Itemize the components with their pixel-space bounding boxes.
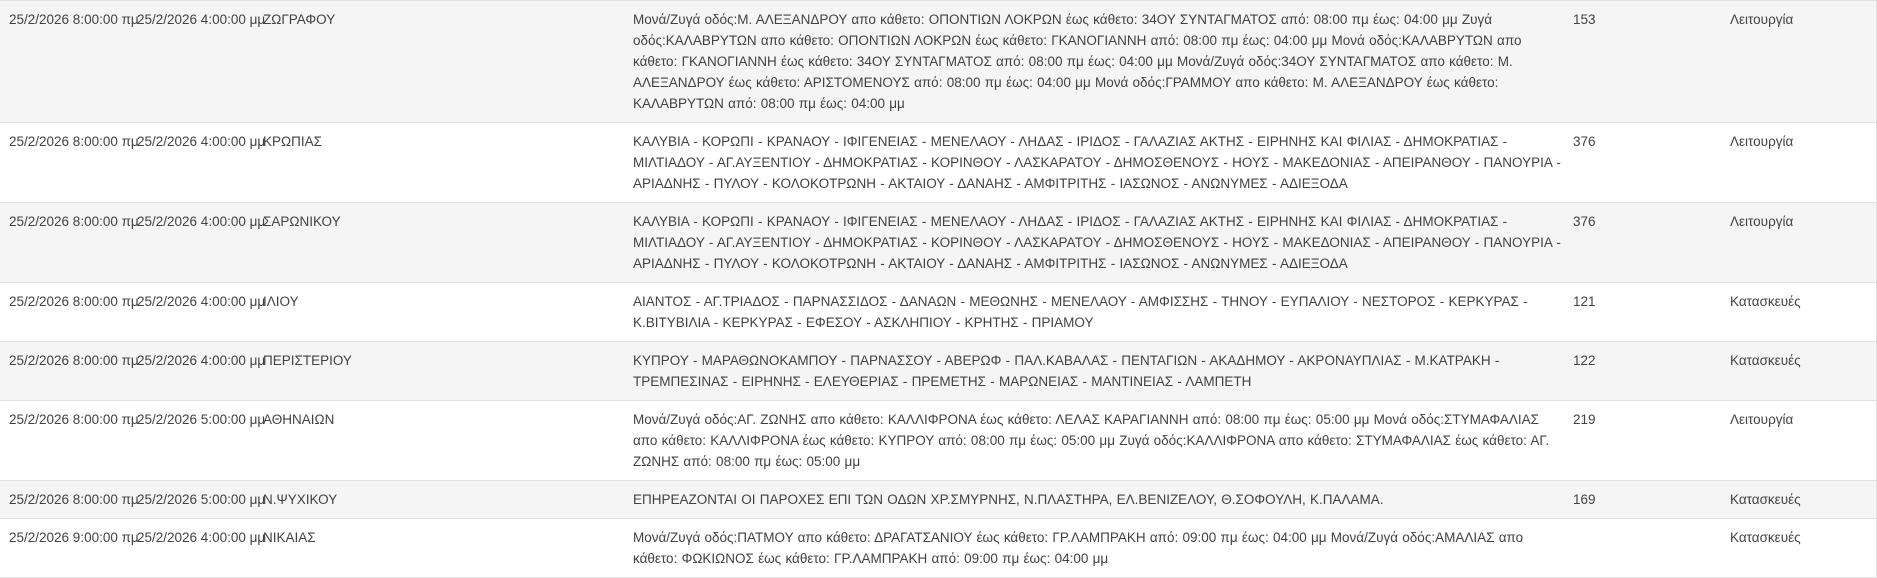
municipality: ΣΑΡΩΝΙΚΟΥ (263, 214, 341, 229)
start-datetime: 25/2/2026 8:00:00 πμ (9, 412, 139, 427)
affected-count: 169 (1573, 492, 1596, 507)
affected-streets-description: ΚΑΛΥΒΙΑ - ΚΟΡΩΠΙ - ΚΡΑΝΑΟΥ - ΙΦΙΓΕΝΕΙΑΣ - ΜΕΝΕΛΑΟΥ - ΛΗΔΑΣ - ΙΡΙΔΟΣ - ΓΑΛΑΖΙΑΣ ΑΚΤΗΣ - ΕΙΡΗΝΗΣ ΚΑΙ ΦΙΛΙΑΣ - ΔΗΜΟΚΡΑΤΙΑΣ - ΜΙΛΤΙΑΔΟΥ - ΑΓ.ΑΥΞΕΝΤΙΟΥ - ΔΗΜΟΚΡΑΤΙΑΣ - ΚΟΡΙΝΘΟΥ - ΛΑΣΚΑΡΑΤΟΥ - ΔΗΜΟΣΘΕΝΟΥΣ - ΗΟΥΣ - ΜΑΚΕΔΟΝΙΑΣ - ΑΠΕΙΡΑΝΘΟΥ - ΠΑΝΟΥΡΙΑ - ΑΡΙΑΔΝΗΣ - ΠΥΛΟΥ - ΚΟΛΟΚΟΤΡΩΝΗ - ΑΚΤΑΙΟΥ - ΔΑΝΑΗΣ - ΑΜΦΙΤΡΙΤΗΣ - ΙΑΣΩΝΟΣ - ΑΝΩΝΥΜΕΣ - ΑΔΙΕΞΟΔΑ (633, 214, 1561, 271)
status-label: Κατασκευές (1730, 294, 1801, 309)
start-datetime: 25/2/2026 8:00:00 πμ (9, 294, 139, 309)
table-row[interactable] (0, 283, 1876, 342)
affected-streets-description: Μονά/Ζυγά οδός:ΑΓ. ΖΩΝΗΣ απο κάθετο: ΚΑΛΛΙΦΡΟΝΑ έως κάθετο: ΛΕΛΑΣ ΚΑΡΑΓΙΑΝΝΗ από: 08:00 πμ έως: 05:00 μμ Μονά οδός:ΣΤΥΜΑΦΑΛΙΑΣ απο κάθετο: ΚΑΛΛΙΦΡΟΝΑ έως κάθετο: ΚΥΠΡΟΥ από: 08:00 πμ έως: 05:00 μμ Ζυγά οδός:ΚΑΛΛΙΦΡΟΝΑ απο κάθετο: ΣΤΥΜΑΦΑΛΙΑΣ έως κάθετο: ΑΓ. ΖΩΝΗΣ από: 08:00 πμ έως: 05:00 μμ (633, 412, 1550, 469)
affected-count: 153 (1573, 12, 1596, 27)
end-datetime: 25/2/2026 4:00:00 μμ (137, 134, 266, 149)
end-datetime: 25/2/2026 4:00:00 μμ (137, 294, 266, 309)
start-datetime: 25/2/2026 8:00:00 πμ (9, 492, 139, 507)
status-label: Λειτουργία (1730, 12, 1794, 27)
end-datetime: 25/2/2026 4:00:00 μμ (137, 353, 266, 368)
municipality: ΠΕΡΙΣΤΕΡΙΟΥ (263, 353, 352, 368)
affected-streets-description: ΚΥΠΡΟΥ - ΜΑΡΑΘΩΝΟΚΑΜΠΟΥ - ΠΑΡΝΑΣΣΟΥ - ΑΒΕΡΩΦ - ΠΑΛ.ΚΑΒΑΛΑΣ - ΠΕΝΤΑΓΙΩΝ - ΑΚΑΔΗΜΟΥ - ΑΚΡΟΝΑΥΠΛΙΑΣ - Μ.ΚΑΤΡΑΚΗ - ΤΡΕΜΠΕΣΙΝΑΣ - ΕΙΡΗΝΗΣ - ΕΛΕΥΘΕΡΙΑΣ - ΠΡΕΜΕΤΗΣ - ΜΑΡΩΝΕΙΑΣ - ΜΑΝΤΙΝΕΙΑΣ - ΛΑΜΠΕΤΗ (633, 353, 1500, 389)
municipality: ΝΙΚΑΙΑΣ (263, 530, 316, 545)
end-datetime: 25/2/2026 4:00:00 μμ (137, 12, 266, 27)
table-row[interactable] (0, 203, 1876, 283)
table-row[interactable] (0, 342, 1876, 401)
start-datetime: 25/2/2026 8:00:00 πμ (9, 12, 139, 27)
affected-streets-description: ΑΙΑΝΤΟΣ - ΑΓ.ΤΡΙΑΔΟΣ - ΠΑΡΝΑΣΣΙΔΟΣ - ΔΑΝΑΩΝ - ΜΕΘΩΝΗΣ - ΜΕΝΕΛΑΟΥ - ΑΜΦΙΣΣΗΣ - ΤΗΝΟΥ - ΕΥΠΑΛΙΟΥ - ΝΕΣΤΟΡΟΣ - ΚΕΡΚΥΡΑΣ - Κ.ΒΙΤΥΒΙΛΙΑ - ΚΕΡΚΥΡΑΣ - ΕΦΕΣΟΥ - ΑΣΚΛΗΠΙΟΥ - ΚΡΗΤΗΣ - ΠΡΙΑΜΟΥ (633, 294, 1528, 330)
table-row[interactable] (0, 481, 1876, 519)
status-label: Κατασκευές (1730, 530, 1801, 545)
affected-streets-description: Μονά/Ζυγά οδός:ΠΑΤΜΟΥ απο κάθετο: ΔΡΑΓΑΤΣΑΝΙΟΥ έως κάθετο: ΓΡ.ΛΑΜΠΡΑΚΗ από: 09:00 πμ έως: 04:00 μμ Μονά/Ζυγά οδός:ΑΜΑΛΙΑΣ απο κάθετο: ΦΩΚΙΩΝΟΣ έως κάθετο: ΓΡ.ΛΑΜΠΡΑΚΗ από: 09:00 πμ έως: 04:00 μμ (633, 530, 1524, 566)
affected-count: 376 (1573, 134, 1596, 149)
affected-streets-description: Μονά/Ζυγά οδός:Μ. ΑΛΕΞΑΝΔΡΟΥ απο κάθετο: ΟΠΟΝΤΙΩΝ ΛΟΚΡΩΝ έως κάθετο: 34ΟΥ ΣΥΝΤΑΓΜΑΤΟΣ από: 08:00 πμ έως: 04:00 μμ Ζυγά οδός:ΚΑΛΑΒΡΥΤΩΝ απο κάθετο: ΟΠΟΝΤΙΩΝ ΛΟΚΡΩΝ έως κάθετο: ΓΚΑΝΟΓΙΑΝΝΗ από: 08:00 πμ έως: 04:00 μμ Μονά οδός:ΚΑΛΑΒΡΥΤΩΝ απο κάθετο: ΓΚΑΝΟΓΙΑΝΝΗ έως κάθετο: 34ΟΥ ΣΥΝΤΑΓΜΑΤΟΣ από: 08:00 πμ έως: 04:00 μμ Μονά/Ζυγά οδός:34ΟΥ ΣΥΝΤΑΓΜΑΤΟΣ απο κάθετο: Μ. ΑΛΕΞΑΝΔΡΟΥ έως κάθετο: ΑΡΙΣΤΟΜΕΝΟΥΣ από: 08:00 πμ έως: 04:00 μμ Μονά οδός:ΓΡΑΜΜΟΥ απο κάθετο: Μ. ΑΛΕΞΑΝΔΡΟΥ έως κάθετο: ΚΑΛΑΒΡΥΤΩΝ από: 08:00 πμ έως: 04:00 μμ (633, 12, 1522, 111)
start-datetime: 25/2/2026 8:00:00 πμ (9, 134, 139, 149)
status-label: Λειτουργία (1730, 412, 1794, 427)
status-label: Κατασκευές (1730, 353, 1801, 368)
municipality: ΚΡΩΠΙΑΣ (263, 134, 322, 149)
affected-count: 121 (1573, 294, 1596, 309)
municipality: ΑΘΗΝΑΙΩΝ (263, 412, 335, 427)
municipality: ΖΩΓΡΑΦΟΥ (263, 12, 336, 27)
start-datetime: 25/2/2026 8:00:00 πμ (9, 353, 139, 368)
table-row[interactable] (0, 1, 1876, 123)
affected-streets-description: ΚΑΛΥΒΙΑ - ΚΟΡΩΠΙ - ΚΡΑΝΑΟΥ - ΙΦΙΓΕΝΕΙΑΣ - ΜΕΝΕΛΑΟΥ - ΛΗΔΑΣ - ΙΡΙΔΟΣ - ΓΑΛΑΖΙΑΣ ΑΚΤΗΣ - ΕΙΡΗΝΗΣ ΚΑΙ ΦΙΛΙΑΣ - ΔΗΜΟΚΡΑΤΙΑΣ - ΜΙΛΤΙΑΔΟΥ - ΑΓ.ΑΥΞΕΝΤΙΟΥ - ΔΗΜΟΚΡΑΤΙΑΣ - ΚΟΡΙΝΘΟΥ - ΛΑΣΚΑΡΑΤΟΥ - ΔΗΜΟΣΘΕΝΟΥΣ - ΗΟΥΣ - ΜΑΚΕΔΟΝΙΑΣ - ΑΠΕΙΡΑΝΘΟΥ - ΠΑΝΟΥΡΙΑ - ΑΡΙΑΔΝΗΣ - ΠΥΛΟΥ - ΚΟΛΟΚΟΤΡΩΝΗ - ΑΚΤΑΙΟΥ - ΔΑΝΑΗΣ - ΑΜΦΙΤΡΙΤΗΣ - ΙΑΣΩΝΟΣ - ΑΝΩΝΥΜΕΣ - ΑΔΙΕΞΟΔΑ (633, 134, 1561, 191)
affected-count: 376 (1573, 214, 1596, 229)
affected-count: 219 (1573, 412, 1596, 427)
end-datetime: 25/2/2026 5:00:00 μμ (137, 492, 266, 507)
table-row[interactable] (0, 401, 1876, 481)
end-datetime: 25/2/2026 4:00:00 μμ (137, 530, 266, 545)
affected-count: 122 (1573, 353, 1596, 368)
table-row[interactable] (0, 519, 1876, 578)
status-label: Λειτουργία (1730, 214, 1794, 229)
end-datetime: 25/2/2026 4:00:00 μμ (137, 214, 266, 229)
status-label: Κατασκευές (1730, 492, 1801, 507)
end-datetime: 25/2/2026 5:00:00 μμ (137, 412, 266, 427)
municipality: Ν.ΨΥΧΙΚΟΥ (263, 492, 338, 507)
municipality: ΙΛΙΟΥ (263, 294, 299, 309)
start-datetime: 25/2/2026 9:00:00 πμ (9, 530, 139, 545)
table-row[interactable] (0, 123, 1876, 203)
start-datetime: 25/2/2026 8:00:00 πμ (9, 214, 139, 229)
affected-streets-description: ΕΠΗΡΕΑΖΟΝΤΑΙ ΟΙ ΠΑΡΟΧΕΣ ΕΠΙ ΤΩΝ ΟΔΩΝ ΧΡ.ΣΜΥΡΝΗΣ, Ν.ΠΛΑΣΤΗΡΑ, ΕΛ.ΒΕΝΙΖΕΛΟΥ, Θ.ΣΟΦΟΥΛΗ, Κ.ΠΑΛΑΜΑ. (633, 492, 1384, 507)
status-label: Λειτουργία (1730, 134, 1794, 149)
